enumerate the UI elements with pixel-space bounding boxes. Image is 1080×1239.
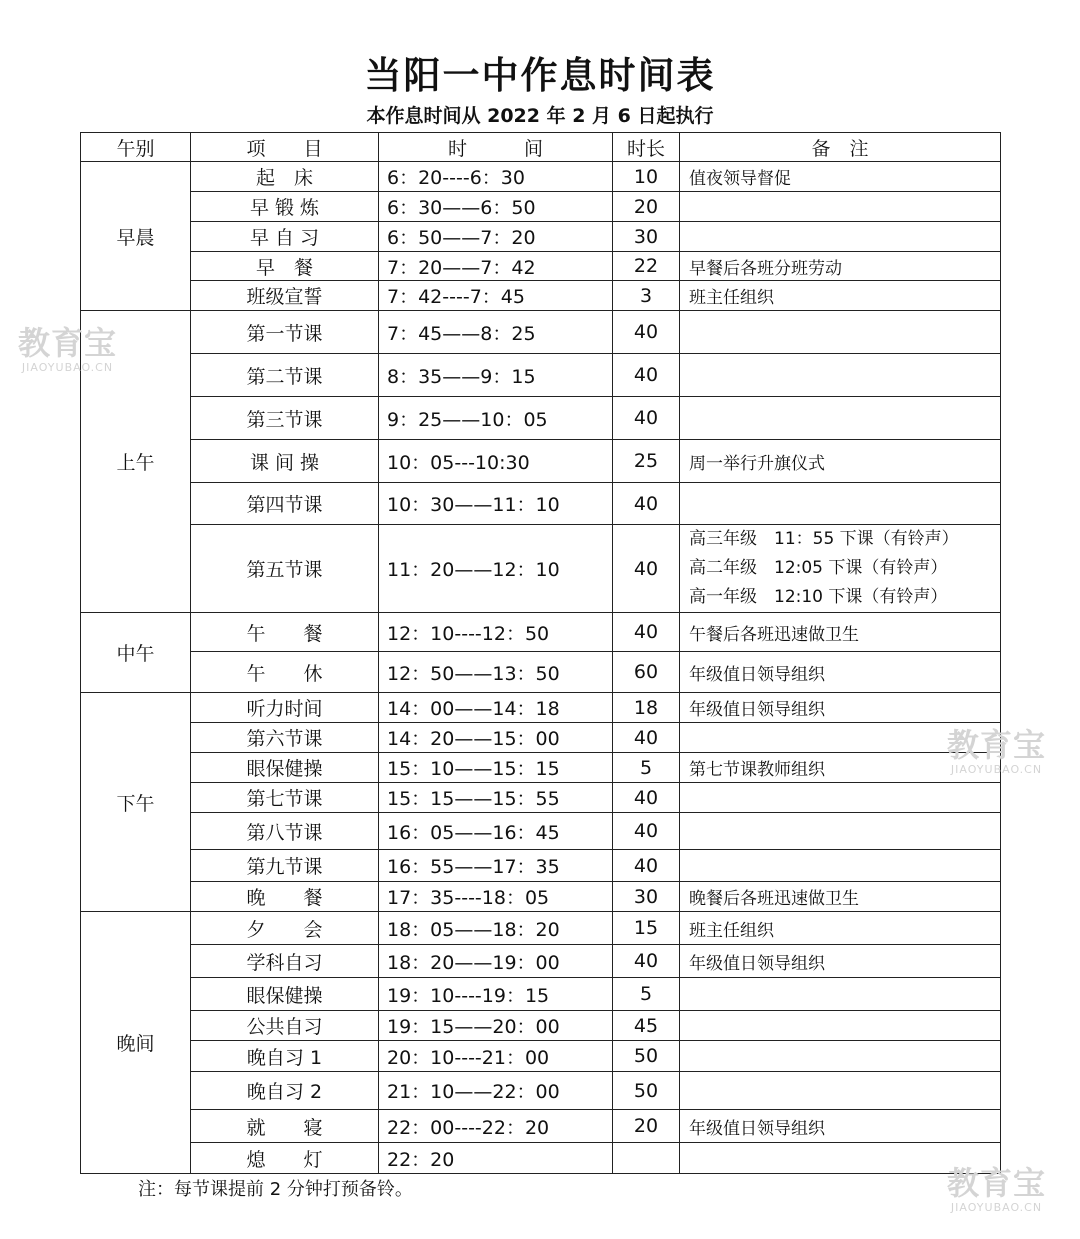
note-cell: 早餐后各班分班劳动 [680, 252, 1001, 281]
duration-cell: 18 [613, 693, 680, 723]
time-cell: 15：10——15：15 [379, 753, 613, 783]
item-cell: 夕 会 [191, 912, 379, 945]
time-cell: 10：05---10:30 [379, 440, 613, 483]
time-cell: 10：30——11：10 [379, 483, 613, 525]
duration-cell: 30 [613, 882, 680, 912]
duration-cell: 50 [613, 1072, 680, 1110]
item-cell: 第九节课 [191, 850, 379, 882]
time-cell: 12：50——13：50 [379, 652, 613, 693]
table-row [81, 1041, 1001, 1072]
duration-cell: 40 [613, 813, 680, 850]
time-cell: 6：50——7：20 [379, 222, 613, 252]
duration-cell: 45 [613, 1011, 680, 1041]
item-cell: 听力时间 [191, 693, 379, 723]
note-cell [680, 783, 1001, 813]
time-cell: 19：15——20：00 [379, 1011, 613, 1041]
table-row [81, 850, 1001, 882]
duration-cell: 40 [613, 397, 680, 440]
note-cell [680, 525, 1001, 613]
duration-cell: 40 [613, 311, 680, 354]
item-cell: 班级宣誓 [191, 281, 379, 311]
schedule-table [80, 132, 1001, 1174]
table-row [81, 1110, 1001, 1143]
item-cell: 眼保健操 [191, 978, 379, 1011]
table-row [81, 813, 1001, 850]
item-cell: 起 床 [191, 162, 379, 192]
watermark-domain: JIAOYUBAO.CN [21, 361, 114, 374]
note-cell [680, 1011, 1001, 1041]
duration-cell: 3 [613, 281, 680, 311]
time-cell: 14：00——14：18 [379, 693, 613, 723]
table-header-row [81, 133, 1001, 162]
duration-cell: 40 [613, 525, 680, 613]
duration-cell: 40 [613, 354, 680, 397]
time-cell: 6：20----6：30 [379, 162, 613, 192]
note-line: 高一年级 12:10 下课（有铃声） [689, 587, 948, 607]
table-row [81, 397, 1001, 440]
duration-cell: 5 [613, 753, 680, 783]
note-cell [680, 354, 1001, 397]
table-row [81, 783, 1001, 813]
duration-cell: 40 [613, 723, 680, 753]
item-cell: 午 餐 [191, 613, 379, 652]
table-row [81, 1072, 1001, 1110]
note-cell: 年级值日领导组织 [680, 652, 1001, 693]
watermark-domain: JIAOYUBAO.CN [950, 763, 1043, 776]
item-cell: 第六节课 [191, 723, 379, 753]
page-title: 当阳一中作息时间表 [364, 54, 716, 97]
time-cell: 6：30——6：50 [379, 192, 613, 222]
time-cell: 16：55——17：35 [379, 850, 613, 882]
time-cell: 22：00----22：20 [379, 1110, 613, 1143]
time-cell: 12：10----12：50 [379, 613, 613, 652]
table-row [81, 723, 1001, 753]
note-cell [680, 1072, 1001, 1110]
header-duration: 时长 [613, 133, 680, 162]
header-period: 午别 [81, 133, 191, 162]
time-cell: 15：15——15：55 [379, 783, 613, 813]
note-cell: 班主任组织 [680, 912, 1001, 945]
table-row [81, 753, 1001, 783]
duration-cell: 22 [613, 252, 680, 281]
table-row [81, 525, 1001, 613]
table-row [81, 693, 1001, 723]
watermark [947, 1165, 1046, 1214]
duration-cell: 40 [613, 483, 680, 525]
header-note: 备 注 [680, 133, 1001, 162]
note-cell: 晚餐后各班迅速做卫生 [680, 882, 1001, 912]
item-cell: 第七节课 [191, 783, 379, 813]
note-cell: 年级值日领导组织 [680, 693, 1001, 723]
note-cell: 午餐后各班迅速做卫生 [680, 613, 1001, 652]
duration-cell: 25 [613, 440, 680, 483]
table-row [81, 1143, 1001, 1174]
duration-cell: 30 [613, 222, 680, 252]
time-cell: 7：20——7：42 [379, 252, 613, 281]
watermark [18, 325, 117, 374]
footnote: 注：每节课提前 2 分钟打预备铃。 [138, 1179, 413, 1200]
item-cell: 第四节课 [191, 483, 379, 525]
table-row [81, 1011, 1001, 1041]
item-cell: 第八节课 [191, 813, 379, 850]
duration-cell [613, 1143, 680, 1174]
table-row [81, 192, 1001, 222]
table-row [81, 652, 1001, 693]
note-cell [680, 483, 1001, 525]
note-cell: 第七节课教师组织 [680, 753, 1001, 783]
note-cell: 年级值日领导组织 [680, 945, 1001, 978]
watermark [947, 727, 1046, 776]
watermark-text: 教育宝 [947, 1164, 1047, 1202]
time-cell: 18：05——18：20 [379, 912, 613, 945]
note-cell [680, 813, 1001, 850]
item-cell: 第五节课 [191, 525, 379, 613]
period-morning: 早晨 [81, 162, 191, 311]
note-cell: 年级值日领导组织 [680, 1110, 1001, 1143]
table-row [81, 945, 1001, 978]
item-cell: 早 锻 炼 [191, 192, 379, 222]
item-cell: 公共自习 [191, 1011, 379, 1041]
duration-cell: 40 [613, 613, 680, 652]
duration-cell: 40 [613, 783, 680, 813]
time-cell: 19：10----19：15 [379, 978, 613, 1011]
note-cell [680, 311, 1001, 354]
note-cell [680, 978, 1001, 1011]
table-row [81, 354, 1001, 397]
table-row [81, 162, 1001, 192]
item-cell: 晚自习 1 [191, 1041, 379, 1072]
header-item: 项 目 [191, 133, 379, 162]
note-cell: 周一举行升旗仪式 [680, 440, 1001, 483]
duration-cell: 20 [613, 192, 680, 222]
item-cell: 课 间 操 [191, 440, 379, 483]
item-cell: 学科自习 [191, 945, 379, 978]
duration-cell: 40 [613, 945, 680, 978]
note-cell: 班主任组织 [680, 281, 1001, 311]
item-cell: 晚自习 2 [191, 1072, 379, 1110]
watermark-domain: JIAOYUBAO.CN [950, 1201, 1043, 1214]
item-cell: 晚 餐 [191, 882, 379, 912]
time-cell: 14：20——15：00 [379, 723, 613, 753]
time-cell: 20：10----21：00 [379, 1041, 613, 1072]
watermark-text: 教育宝 [18, 324, 118, 362]
item-cell: 早 餐 [191, 252, 379, 281]
page-subtitle: 本作息时间从 2022 年 2 月 6 日起执行 [366, 105, 714, 127]
watermark-text: 教育宝 [947, 726, 1047, 764]
time-cell: 9：25——10：05 [379, 397, 613, 440]
period-noon: 中午 [81, 613, 191, 693]
note-cell [680, 850, 1001, 882]
duration-cell: 10 [613, 162, 680, 192]
table-row [81, 483, 1001, 525]
note-cell: 值夜领导督促 [680, 162, 1001, 192]
duration-cell: 5 [613, 978, 680, 1011]
item-cell: 午 休 [191, 652, 379, 693]
table-row [81, 222, 1001, 252]
duration-cell: 15 [613, 912, 680, 945]
time-cell: 8：35——9：15 [379, 354, 613, 397]
item-cell: 就 寝 [191, 1110, 379, 1143]
item-cell: 第三节课 [191, 397, 379, 440]
time-cell: 22：20 [379, 1143, 613, 1174]
table-row [81, 912, 1001, 945]
period-evening: 晚间 [81, 912, 191, 1174]
table-row [81, 882, 1001, 912]
note-cell [680, 222, 1001, 252]
table-row [81, 613, 1001, 652]
time-cell: 16：05——16：45 [379, 813, 613, 850]
period-forenoon: 上午 [81, 311, 191, 613]
header-time: 时 间 [379, 133, 613, 162]
table-row [81, 311, 1001, 354]
time-cell: 7：42----7：45 [379, 281, 613, 311]
time-cell: 18：20——19：00 [379, 945, 613, 978]
item-cell: 第一节课 [191, 311, 379, 354]
table-row [81, 440, 1001, 483]
table-row [81, 252, 1001, 281]
duration-cell: 20 [613, 1110, 680, 1143]
time-cell: 17：35----18：05 [379, 882, 613, 912]
time-cell: 21：10——22：00 [379, 1072, 613, 1110]
item-cell: 熄 灯 [191, 1143, 379, 1174]
item-cell: 眼保健操 [191, 753, 379, 783]
time-cell: 11：20——12：10 [379, 525, 613, 613]
period-afternoon: 下午 [81, 693, 191, 912]
note-line: 高三年级 11：55 下课（有铃声） [689, 529, 959, 549]
note-line: 高二年级 12:05 下课（有铃声） [689, 558, 948, 578]
note-cell [680, 397, 1001, 440]
table-row [81, 281, 1001, 311]
table-row [81, 978, 1001, 1011]
item-cell: 第二节课 [191, 354, 379, 397]
note-cell [680, 192, 1001, 222]
item-cell: 早 自 习 [191, 222, 379, 252]
time-cell: 7：45——8：25 [379, 311, 613, 354]
duration-cell: 60 [613, 652, 680, 693]
duration-cell: 40 [613, 850, 680, 882]
note-cell [680, 1041, 1001, 1072]
duration-cell: 50 [613, 1041, 680, 1072]
